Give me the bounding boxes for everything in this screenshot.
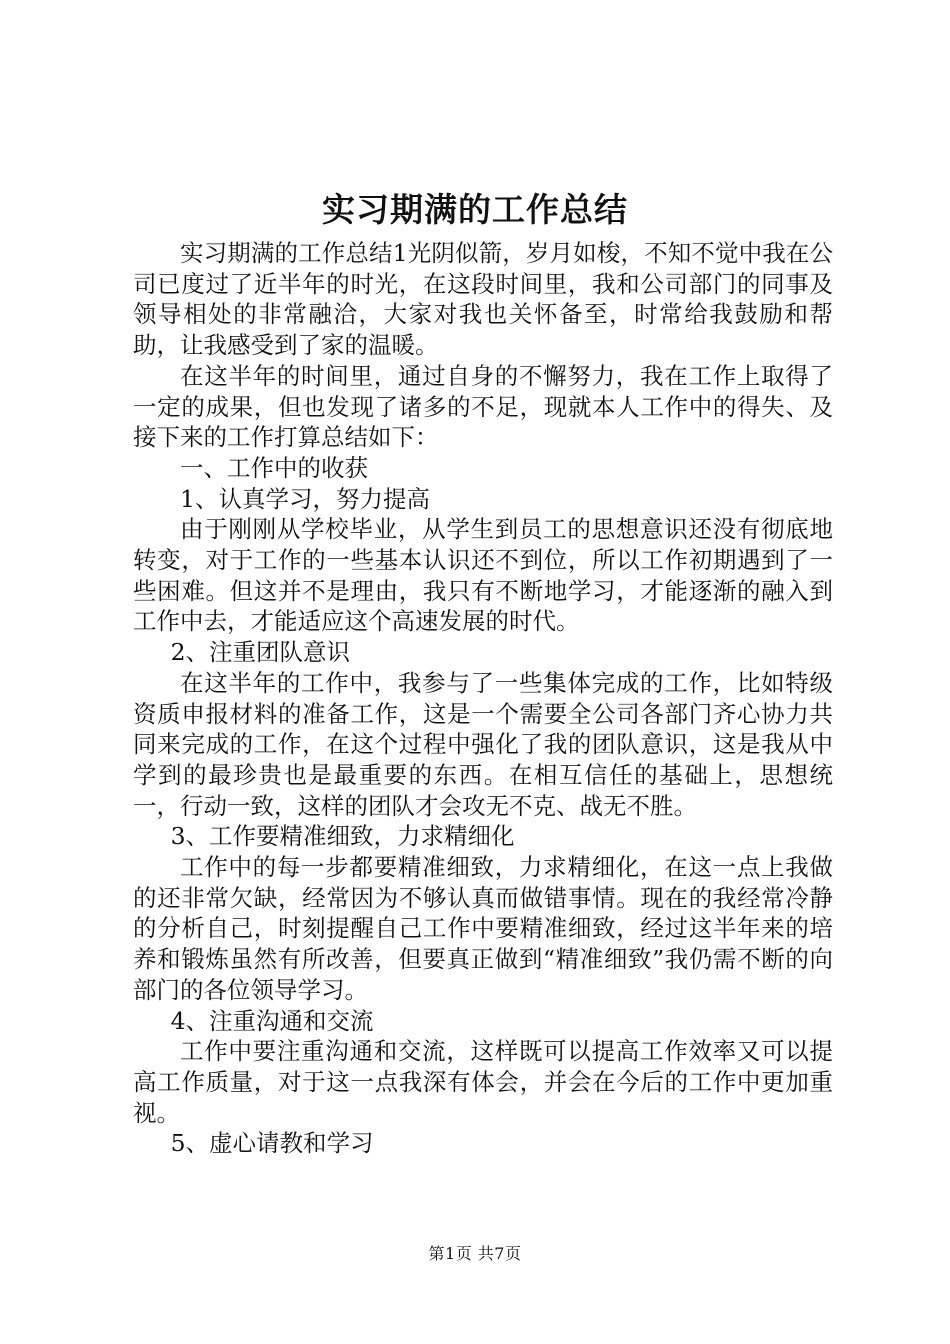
document-body — [133, 238, 833, 1159]
paragraph: 工作中要注重沟通和交流，这样既可以提高工作效率又可以提高工作质量，对于这一点我深有体会，并会在今后的工作中更加重视。 — [133, 1037, 833, 1127]
paragraph: 工作中的每一步都要精准细致，力求精细化，在这一点上我做的还非常欠缺，经常因为不够认真而做错事情。现在的我经常冷静的分析自己，时刻提醒自己工作中要精准细致，经过这半年来的培养和锻炼虽然有所改善，但要真正做到“精准细致”我仍需不断的向部门的各位领导学习。 — [133, 853, 833, 1004]
section-heading: 一、工作中的收获 — [180, 453, 368, 482]
subsection-heading: 4、注重沟通和交流 — [170, 1006, 374, 1035]
subsection-heading: 2、注重团队意识 — [170, 638, 351, 667]
paragraph: 在这半年的工作中，我参与了一些集体完成的工作，比如特级资质申报材料的准备工作，这是一个需要全公司各部门齐心协力共同来完成的工作，在这个过程中强化了我的团队意识，这是我从中学到的最珍贵也是最重要的东西。在相互信任的基础上，思想统一，行动一致，这样的团队才会攻无不克、战无不胜。 — [133, 668, 833, 820]
document-title: 实习期满的工作总结 — [322, 190, 628, 229]
page-footer: 第1页 共7页 — [428, 1244, 522, 1263]
subsection-heading: 3、工作要精准细致，力求精细化 — [170, 822, 515, 851]
subsection-heading: 5、虚心请教和学习 — [170, 1129, 374, 1158]
paragraph: 由于刚刚从学校毕业，从学生到员工的思想意识还没有彻底地转变，对于工作的一些基本认识还不到位，所以工作初期遇到了一些困难。但这并不是理由，我只有不断地学习，才能逐渐的融入到工作中去，才能适应这个高速发展的时代。 — [133, 515, 833, 636]
subsection-heading: 1、认真学习，努力提高 — [180, 484, 430, 513]
paragraph: 在这半年的时间里，通过自身的不懈努力，我在工作上取得了一定的成果，但也发现了诸多的不足，现就本人工作中的得失、及接下来的工作打算总结如下： — [133, 361, 833, 452]
paragraph: 实习期满的工作总结1光阴似箭，岁月如梭，不知不觉中我在公司已度过了近半年的时光，在这段时间里，我和公司部门的同事及领导相处的非常融洽，大家对我也关怀备至，时常给我鼓励和帮助，让我感受到了家的温暖。 — [133, 239, 833, 360]
